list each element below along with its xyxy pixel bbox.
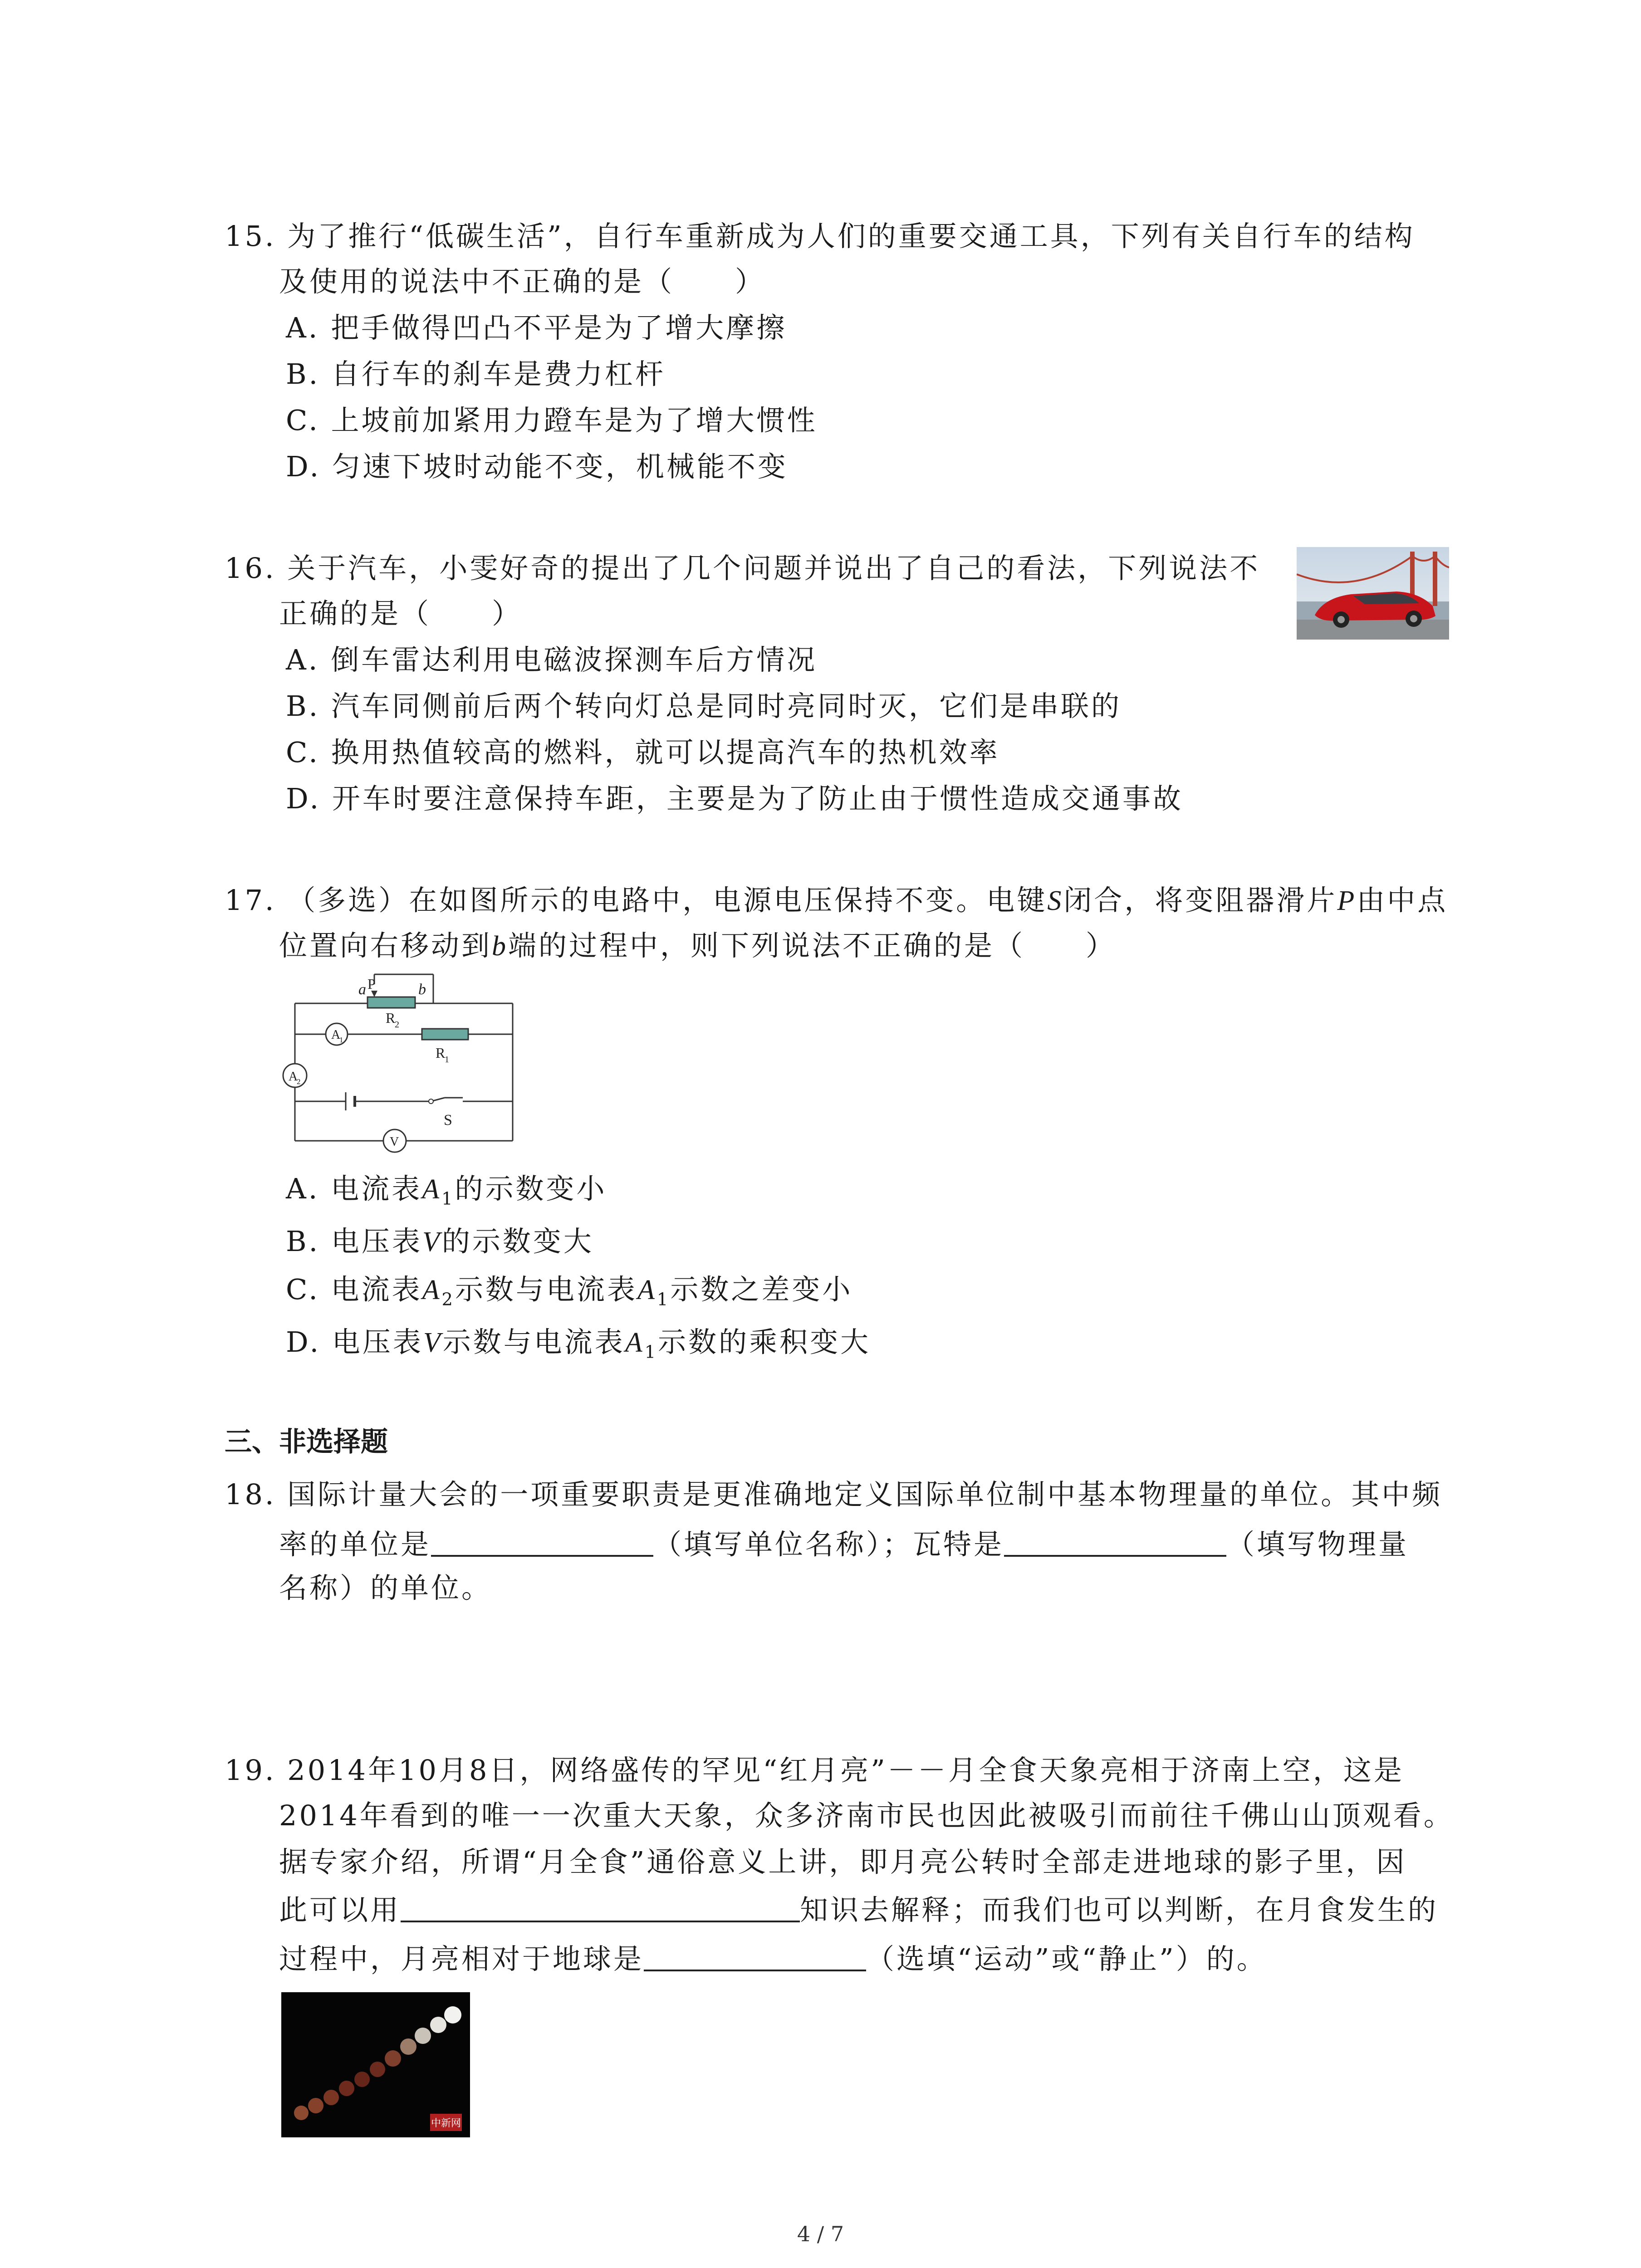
q17-option-c-text: C. 电流表 <box>286 1273 422 1306</box>
q17-option-b <box>286 1222 594 1261</box>
q19-line3: 据专家介绍，所谓“月全食”通俗意义上讲，即月亮公转时全部走进地球的影子里，因 <box>279 1845 1407 1878</box>
q15-option-c: C. 上坡前加紧用力蹬车是为了增大惯性 <box>286 404 818 437</box>
ammeter-symbol: A <box>422 1275 442 1305</box>
q17-option-d <box>286 1323 871 1372</box>
q17-option-d-text-2: 示数与电流表 <box>442 1325 625 1359</box>
subscript: 1 <box>656 1289 671 1310</box>
q15-option-a: A. 把手做得凹凸不平是为了增大摩擦 <box>286 311 787 344</box>
q16-stem-line2: 正确的是（ ） <box>279 597 523 630</box>
q17-stem-text-e: 端的过程中，则下列说法不正确的是（ ） <box>508 929 1117 962</box>
page-number: 4 / 7 <box>797 2222 844 2246</box>
q17-option-d-text: D. 电压表 <box>286 1325 423 1359</box>
q17-option-a-text-2: 的示数变小 <box>455 1172 607 1205</box>
q16-option-a: A. 倒车雷达利用电磁波探测车后方情况 <box>286 643 818 676</box>
subscript: 1 <box>644 1342 658 1363</box>
q17-stem-line1 <box>225 881 1448 920</box>
lunar-eclipse-photo <box>281 1992 470 2137</box>
subscript: 1 <box>441 1188 455 1209</box>
q17-stem-line2 <box>279 926 1116 966</box>
q16-stem-line1: 16. 关于汽车，小雯好奇的提出了几个问题并说出了自己的看法，下列说法不 <box>225 552 1260 585</box>
q15-option-b: B. 自行车的刹车是费力杠杆 <box>286 357 666 391</box>
label-v: V <box>390 1135 399 1149</box>
label-a: a <box>358 981 366 998</box>
q17-stem-text-b: 闭合，将变阻器滑片 <box>1063 884 1337 917</box>
label-p: P <box>367 976 376 992</box>
label-r1-sub: 1 <box>445 1055 449 1065</box>
subscript: 2 <box>441 1289 455 1310</box>
q19-text-c: 过程中，月亮相对于地球是 <box>279 1942 644 1975</box>
q17-option-c-text-2: 示数与电流表 <box>455 1273 637 1306</box>
answer-blank-motion[interactable] <box>644 1942 866 1971</box>
label-r1: R <box>436 1045 446 1061</box>
voltmeter-symbol: V <box>423 1327 443 1358</box>
q17-stem-text-a: 17. （多选）在如图所示的电路中，电源电压保持不变。电键 <box>225 884 1048 917</box>
label-b: b <box>418 981 426 998</box>
q17-stem-text-d: 位置向右移动到 <box>279 929 492 962</box>
label-a1-sub: 1 <box>339 1036 343 1044</box>
switch-symbol-s: S <box>1047 885 1064 916</box>
q17-option-d-text-3: 示数的乘积变大 <box>658 1325 871 1359</box>
ammeter-symbol: A <box>422 1174 442 1205</box>
q18-line3: 名称）的单位。 <box>279 1571 492 1604</box>
label-a2-sub: 2 <box>297 1077 301 1086</box>
q15-stem-line1: 15. 为了推行“低碳生活”，自行车重新成为人们的重要交通工具，下列有关自行车的结构 <box>225 220 1415 253</box>
q17-option-b-text: B. 电压表 <box>286 1225 422 1258</box>
car-photo <box>1297 547 1449 640</box>
q17-option-c <box>286 1270 852 1319</box>
q19-text-b: 知识去解释；而我们也可以判断，在月食发生的 <box>800 1893 1439 1926</box>
q16-option-c: C. 换用热值较高的燃料，就可以提高汽车的热机效率 <box>286 736 1000 769</box>
q16-option-d: D. 开车时要注意保持车距，主要是为了防止由于惯性造成交通事故 <box>286 782 1183 815</box>
q19-text-a: 此可以用 <box>279 1893 401 1926</box>
q17-option-a-text: A. 电流表 <box>286 1172 422 1205</box>
q16-option-b: B. 汽车同侧前后两个转向灯总是同时亮同时灭，它们是串联的 <box>286 689 1122 723</box>
q15-stem-line2: 及使用的说法中不正确的是（ ） <box>279 265 766 298</box>
circuit-diagram <box>272 962 526 1161</box>
answer-blank-frequency-unit[interactable] <box>431 1528 653 1557</box>
watermark-logo: 中新网 <box>431 2118 461 2129</box>
ammeter-symbol: A <box>625 1327 645 1358</box>
ammeter-symbol: A <box>637 1275 657 1305</box>
q15-option-d: D. 匀速下坡时动能不变，机械能不变 <box>286 450 788 483</box>
label-a2: A <box>289 1070 298 1084</box>
q19-line2: 2014年看到的唯一一次重大天象，众多济南市民也因此被吸引而前往千佛山山顶观看。 <box>279 1799 1454 1832</box>
q19-line1: 19. 2014年10月8日，网络盛传的罕见“红月亮”－－月全食天象亮相于济南上空，这是 <box>225 1754 1404 1787</box>
section-title: 三、非选择题 <box>225 1426 388 1458</box>
answer-blank-knowledge[interactable] <box>401 1893 800 1922</box>
q17-option-c-text-3: 示数之差变小 <box>670 1273 853 1306</box>
q17-option-b-text-2: 的示数变大 <box>441 1225 594 1258</box>
q17-stem-text-c: 由中点 <box>1357 884 1448 917</box>
q18-text-c: （填写物理量 <box>1226 1528 1409 1561</box>
voltmeter-symbol: V <box>422 1227 442 1257</box>
label-r2-sub: 2 <box>395 1020 399 1030</box>
answer-blank-quantity[interactable] <box>1004 1528 1226 1557</box>
end-symbol-b: b <box>492 931 509 962</box>
q17-option-a <box>286 1169 607 1218</box>
q18-line1: 18. 国际计量大会的一项重要职责是更准确地定义国际单位制中基本物理量的单位。其中频 <box>225 1478 1443 1511</box>
q19-line5 <box>279 1940 1267 1979</box>
q18-line2 <box>279 1525 1409 1564</box>
label-s: S <box>444 1112 452 1129</box>
q19-line4 <box>279 1891 1438 1930</box>
label-a1: A <box>331 1028 341 1042</box>
label-r2: R <box>386 1010 396 1026</box>
q18-text-b: （填写单位名称）；瓦特是 <box>653 1528 1004 1561</box>
q18-text-a: 率的单位是 <box>279 1528 431 1561</box>
q19-text-d: （选填“运动”或“静止”）的。 <box>866 1942 1267 1975</box>
slider-symbol-p: P <box>1337 885 1357 916</box>
